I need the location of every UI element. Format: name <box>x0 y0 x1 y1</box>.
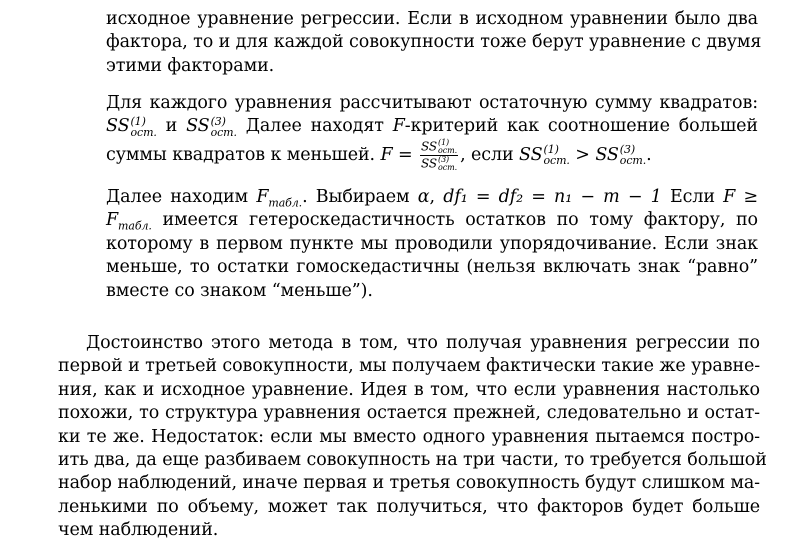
subscript: ост. <box>438 145 458 155</box>
superscript: (1) <box>130 114 146 128</box>
text-line: меньше, то остатки гомоскедастичны (нельзя включать знак “равно” <box>106 257 758 278</box>
text-line <box>106 115 758 138</box>
text-fragment: -критерий как соотношение большей <box>404 116 758 137</box>
ss-index-3 <box>620 144 646 166</box>
text-line: Достоинство этого метода в том, что получая уравнения регрессии по <box>86 333 760 353</box>
text-line: которому в первом пункте мы проводили упорядочивание. Если знак <box>106 233 758 254</box>
f-symbol: F <box>256 187 269 207</box>
text-fragment: Далее находим <box>106 187 257 207</box>
superscript: (3) <box>210 114 226 128</box>
ss-index-1 <box>130 116 156 138</box>
ss-index-3 <box>438 156 457 172</box>
ss-symbol: SS <box>186 116 210 137</box>
text-line: чем наблюдений. <box>58 520 219 541</box>
alpha-symbol: α <box>417 187 430 207</box>
text-line: ки те же. Недостаток: если мы вместо одного уравнения пытаемся постро- <box>58 426 760 447</box>
fraction-numerator <box>420 139 458 156</box>
f-symbol: F <box>392 116 405 137</box>
fraction <box>420 139 458 172</box>
text-fragment: имеется гетероскедастичность остатков по тому фактору, по <box>151 210 758 231</box>
ss-symbol: SS <box>519 144 543 165</box>
text-line: ить два, да еще разбиваем совокупность на три части, то требуется большой <box>58 450 767 471</box>
text-line: исходное уравнение регрессии. Если в исходном уравнении было два <box>106 9 758 29</box>
ss-index-1 <box>544 144 570 166</box>
df-formula: df₁ = df₂ = n₁ − m − 1 <box>443 187 662 207</box>
text-fragment: Если <box>661 187 724 207</box>
subscript: ост. <box>543 154 570 168</box>
paragraph-3 <box>106 186 758 303</box>
ss-symbol: SS <box>106 116 130 137</box>
superscript: (3) <box>438 154 450 164</box>
text-fragment: . <box>646 144 652 165</box>
equals-sign: = <box>392 144 419 165</box>
greater-than-sign: > <box>569 144 596 165</box>
text-line <box>106 209 758 232</box>
superscript: (1) <box>438 137 450 147</box>
text-line <box>106 139 758 172</box>
subscript: ост. <box>619 154 647 168</box>
text-fragment: и <box>156 116 187 137</box>
text-fragment: Далее находят <box>236 116 393 137</box>
fraction-denominator <box>420 156 458 172</box>
ss-index-1 <box>438 139 457 155</box>
ss-symbol: SS <box>421 156 438 171</box>
text-line: ленькими по объему, может так получиться, что факторов будет больше <box>58 496 760 517</box>
subscript: ост. <box>438 162 458 172</box>
text-fragment: . Выбираем <box>302 187 418 207</box>
text-fragment: суммы квадратов к меньшей. <box>106 144 381 165</box>
paragraph-2 <box>106 92 758 172</box>
text-line: первой и третьей совокупности, мы получаем фактически такие же уравне- <box>58 356 761 377</box>
ss-symbol: SS <box>595 144 619 165</box>
subscript: ост. <box>210 125 237 139</box>
paragraph-1 <box>106 8 762 78</box>
text-fragment: , если <box>460 144 520 165</box>
text-line: ния, как и исходное уравнение. Идея в том, что если уравнения настолько <box>58 379 760 400</box>
subscript: ост. <box>130 125 157 139</box>
f-symbol: F <box>723 187 736 207</box>
f-symbol: F <box>106 210 119 231</box>
text-line: вместе со знаком “меньше”). <box>106 280 373 301</box>
text-line: Для каждого уравнения рассчитывают остаточную сумму квадратов: <box>106 93 758 113</box>
ss-index-3 <box>211 116 237 138</box>
text-line: фактора, то и для каждой совокупности тоже берут уравнение с двумя <box>106 32 762 53</box>
text-line: этими факторами. <box>106 55 275 76</box>
subscript: табл. <box>118 219 152 233</box>
f-symbol: F <box>380 144 393 165</box>
text-line: Далее находим $F_{табл.}$. Выбираем α, df₁ = df₂ = n₁ − m − 1 Если F ≥ <box>106 187 758 210</box>
text-line: похожи, то структура уравнения остается прежней, следовательно и остат- <box>58 403 760 424</box>
superscript: (3) <box>619 143 636 157</box>
subscript: табл. <box>268 196 303 210</box>
paragraph-4 <box>58 332 767 543</box>
ss-symbol: SS <box>421 139 438 154</box>
geq-sign: ≥ <box>735 187 758 207</box>
superscript: (1) <box>543 143 559 157</box>
text-line: набор наблюдений, иначе первая и третья совокупность будут слишком ма- <box>58 473 760 494</box>
